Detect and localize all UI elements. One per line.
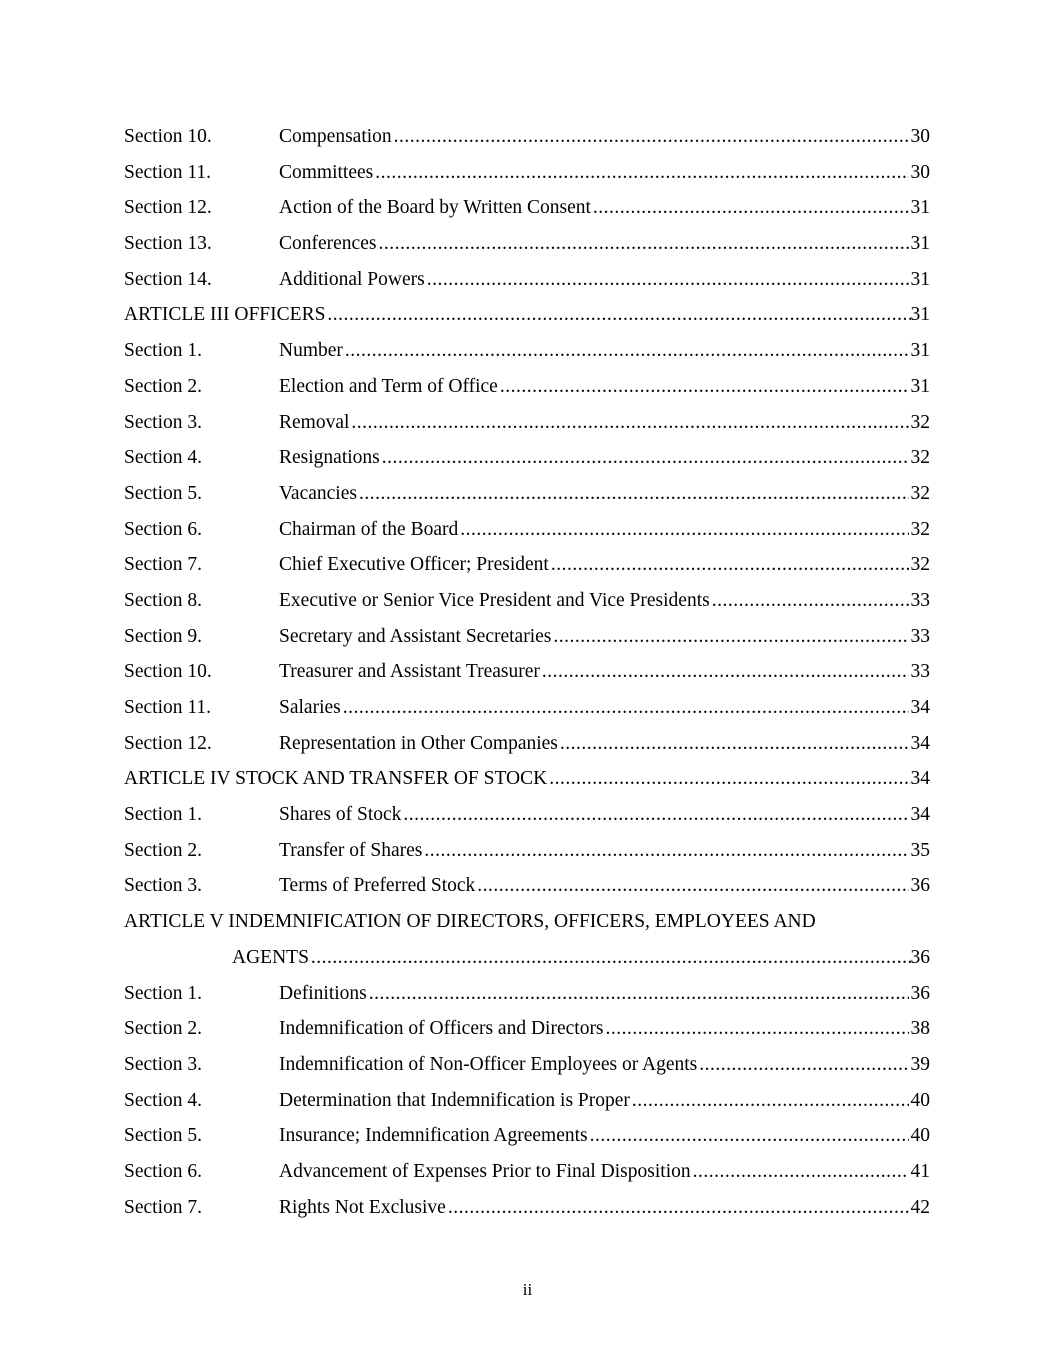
section-number: Section 5. xyxy=(124,482,202,504)
section-title: Terms of Preferred Stock xyxy=(279,875,476,897)
dot-leader xyxy=(351,405,908,441)
toc-section-entry xyxy=(124,405,930,441)
toc-section-entry xyxy=(124,726,930,762)
section-title: Advancement of Expenses Prior to Final Disposition xyxy=(279,1160,691,1182)
page-number: 42 xyxy=(910,1196,930,1218)
toc-section-entry xyxy=(124,226,930,262)
page-number: 32 xyxy=(910,482,930,504)
toc-article-entry xyxy=(124,297,930,333)
page-number: 30 xyxy=(910,161,930,183)
dot-leader xyxy=(427,262,909,298)
section-title: Compensation xyxy=(279,126,392,147)
toc-section-entry xyxy=(124,1047,930,1083)
section-number: Section 1. xyxy=(124,982,202,1004)
toc-section-entry xyxy=(124,976,930,1012)
section-number: Section 8. xyxy=(124,589,202,611)
dot-leader xyxy=(590,1118,909,1154)
toc-section-entry xyxy=(124,1154,930,1190)
toc-section-entry xyxy=(124,155,930,191)
page-number: 32 xyxy=(910,518,930,540)
section-number: Section 2. xyxy=(124,1018,202,1040)
section-title: Treasurer and Assistant Treasurer xyxy=(279,661,540,683)
toc-section-entry xyxy=(124,1190,930,1226)
dot-leader xyxy=(560,726,909,762)
section-number: Section 11. xyxy=(124,161,212,183)
dot-leader xyxy=(693,1154,909,1190)
toc-section-entry xyxy=(124,333,930,369)
article-title: ARTICLE V INDEMNIFICATION OF DIRECTORS, OFFICERS, EMPLOYEES AND xyxy=(124,911,816,933)
section-title: Insurance; Indemnification Agreements xyxy=(279,1125,588,1147)
section-title: Chairman of the Board xyxy=(279,518,459,540)
section-number: Section 6. xyxy=(124,1160,202,1182)
section-title: Chief Executive Officer; President xyxy=(279,554,549,576)
article-title: ARTICLE IV STOCK AND TRANSFER OF STOCK xyxy=(124,768,548,790)
dot-leader xyxy=(311,940,911,976)
section-title: Shares of Stock xyxy=(279,804,402,826)
section-number: Section 3. xyxy=(124,875,202,897)
section-title: Salaries xyxy=(279,697,341,718)
page-number: 32 xyxy=(910,411,930,433)
toc-section-entry xyxy=(124,369,930,405)
section-title: Election and Term of Office xyxy=(279,375,498,397)
section-title: Indemnification of Non-Officer Employees or Agents xyxy=(279,1053,698,1075)
page-number: 36 xyxy=(910,946,930,968)
page-number: 33 xyxy=(910,589,930,611)
toc-section-entry xyxy=(124,119,930,155)
dot-leader xyxy=(345,333,909,369)
section-title: Executive or Senior Vice President and Vice Presidents xyxy=(279,589,710,611)
section-number: Section 4. xyxy=(124,1089,202,1111)
page-number: 30 xyxy=(910,126,930,147)
dot-leader xyxy=(477,868,908,904)
toc-section-entry xyxy=(124,833,930,869)
section-number: Section 11. xyxy=(124,697,212,718)
dot-leader xyxy=(551,547,909,583)
toc-section-entry xyxy=(124,190,930,226)
page-number: 33 xyxy=(910,661,930,683)
page-number: 31 xyxy=(910,340,930,362)
section-number: Section 14. xyxy=(124,268,212,290)
section-number: Section 7. xyxy=(124,1196,202,1218)
section-number: Section 3. xyxy=(124,411,202,433)
dot-leader xyxy=(606,1011,909,1047)
page-number: 33 xyxy=(910,625,930,647)
toc-section-entry xyxy=(124,619,930,655)
dot-leader xyxy=(382,440,909,476)
dot-leader xyxy=(394,119,909,155)
section-title: Transfer of Shares xyxy=(279,839,423,861)
section-title: Conferences xyxy=(279,233,377,255)
toc-section-entry xyxy=(124,440,930,476)
table-of-contents xyxy=(124,119,930,1225)
dot-leader xyxy=(403,797,908,833)
dot-leader xyxy=(343,690,909,726)
page-footer-number: ii xyxy=(522,1280,533,1299)
toc-section-entry xyxy=(124,547,930,583)
page-number: 36 xyxy=(910,875,930,897)
page-number: 31 xyxy=(910,268,930,290)
dot-leader xyxy=(359,476,909,512)
section-title: Removal xyxy=(279,411,350,433)
section-number: Section 12. xyxy=(124,197,212,219)
toc-section-entry xyxy=(124,476,930,512)
toc-section-entry xyxy=(124,1083,930,1119)
section-title: Rights Not Exclusive xyxy=(279,1196,446,1218)
section-number: Section 10. xyxy=(124,661,212,683)
page-number: 35 xyxy=(910,839,930,861)
section-number: Section 1. xyxy=(124,804,202,826)
dot-leader xyxy=(549,761,910,797)
dot-leader xyxy=(632,1083,909,1119)
dot-leader xyxy=(593,190,909,226)
dot-leader xyxy=(542,654,909,690)
page-number: 32 xyxy=(910,554,930,576)
dot-leader xyxy=(375,155,908,191)
toc-article-entry-continued xyxy=(124,940,930,976)
page-number: 34 xyxy=(910,804,930,826)
section-title: Action of the Board by Written Consent xyxy=(279,197,591,219)
dot-leader xyxy=(553,619,908,655)
toc-section-entry xyxy=(124,1118,930,1154)
section-number: Section 2. xyxy=(124,839,202,861)
page-number: 31 xyxy=(910,233,930,255)
section-number: Section 3. xyxy=(124,1053,202,1075)
toc-article-entry xyxy=(124,761,930,797)
section-title: Committees xyxy=(279,161,374,183)
dot-leader xyxy=(378,226,908,262)
section-number: Section 13. xyxy=(124,233,212,255)
dot-leader xyxy=(500,369,909,405)
page-number: 38 xyxy=(910,1018,930,1040)
dot-leader xyxy=(369,976,909,1012)
section-title: Resignations xyxy=(279,447,380,469)
section-number: Section 1. xyxy=(124,340,202,362)
section-title: Additional Powers xyxy=(279,268,425,290)
dot-leader xyxy=(424,833,908,869)
dot-leader xyxy=(699,1047,908,1083)
toc-section-entry xyxy=(124,654,930,690)
toc-section-entry xyxy=(124,583,930,619)
dot-leader xyxy=(327,297,910,333)
dot-leader xyxy=(448,1190,909,1226)
page-number: 40 xyxy=(910,1089,930,1111)
page-number: 40 xyxy=(910,1125,930,1147)
toc-section-entry xyxy=(124,797,930,833)
page-number: 31 xyxy=(910,304,930,326)
section-number: Section 2. xyxy=(124,375,202,397)
toc-section-entry xyxy=(124,690,930,726)
section-number: Section 10. xyxy=(124,126,212,147)
page-number: 34 xyxy=(910,732,930,754)
page-number: 34 xyxy=(910,768,930,790)
dot-leader xyxy=(460,512,908,548)
page-number: 41 xyxy=(910,1160,930,1182)
toc-article-entry xyxy=(124,904,930,940)
section-number: Section 9. xyxy=(124,625,202,647)
page-number: 31 xyxy=(910,197,930,219)
page-number: 39 xyxy=(910,1053,930,1075)
page-number: 31 xyxy=(910,375,930,397)
section-title: Indemnification of Officers and Directors xyxy=(279,1018,604,1040)
section-number: Section 7. xyxy=(124,554,202,576)
section-title: Definitions xyxy=(279,982,367,1004)
section-title: Representation in Other Companies xyxy=(279,732,558,754)
section-title: Vacancies xyxy=(279,482,357,504)
page-number: 36 xyxy=(910,982,930,1004)
section-number: Section 12. xyxy=(124,732,212,754)
toc-section-entry xyxy=(124,512,930,548)
dot-leader xyxy=(712,583,909,619)
section-number: Section 5. xyxy=(124,1125,202,1147)
toc-section-entry xyxy=(124,868,930,904)
toc-section-entry xyxy=(124,262,930,298)
toc-section-entry xyxy=(124,1011,930,1047)
article-title: ARTICLE III OFFICERS xyxy=(124,304,326,326)
section-title: Secretary and Assistant Secretaries xyxy=(279,625,552,647)
section-number: Section 6. xyxy=(124,518,202,540)
article-title: AGENTS xyxy=(232,946,309,968)
page-number: 32 xyxy=(910,447,930,469)
section-title: Determination that Indemnification is Proper xyxy=(279,1089,630,1111)
page-number: 34 xyxy=(910,697,930,718)
section-number: Section 4. xyxy=(124,447,202,469)
section-title: Number xyxy=(279,340,343,362)
